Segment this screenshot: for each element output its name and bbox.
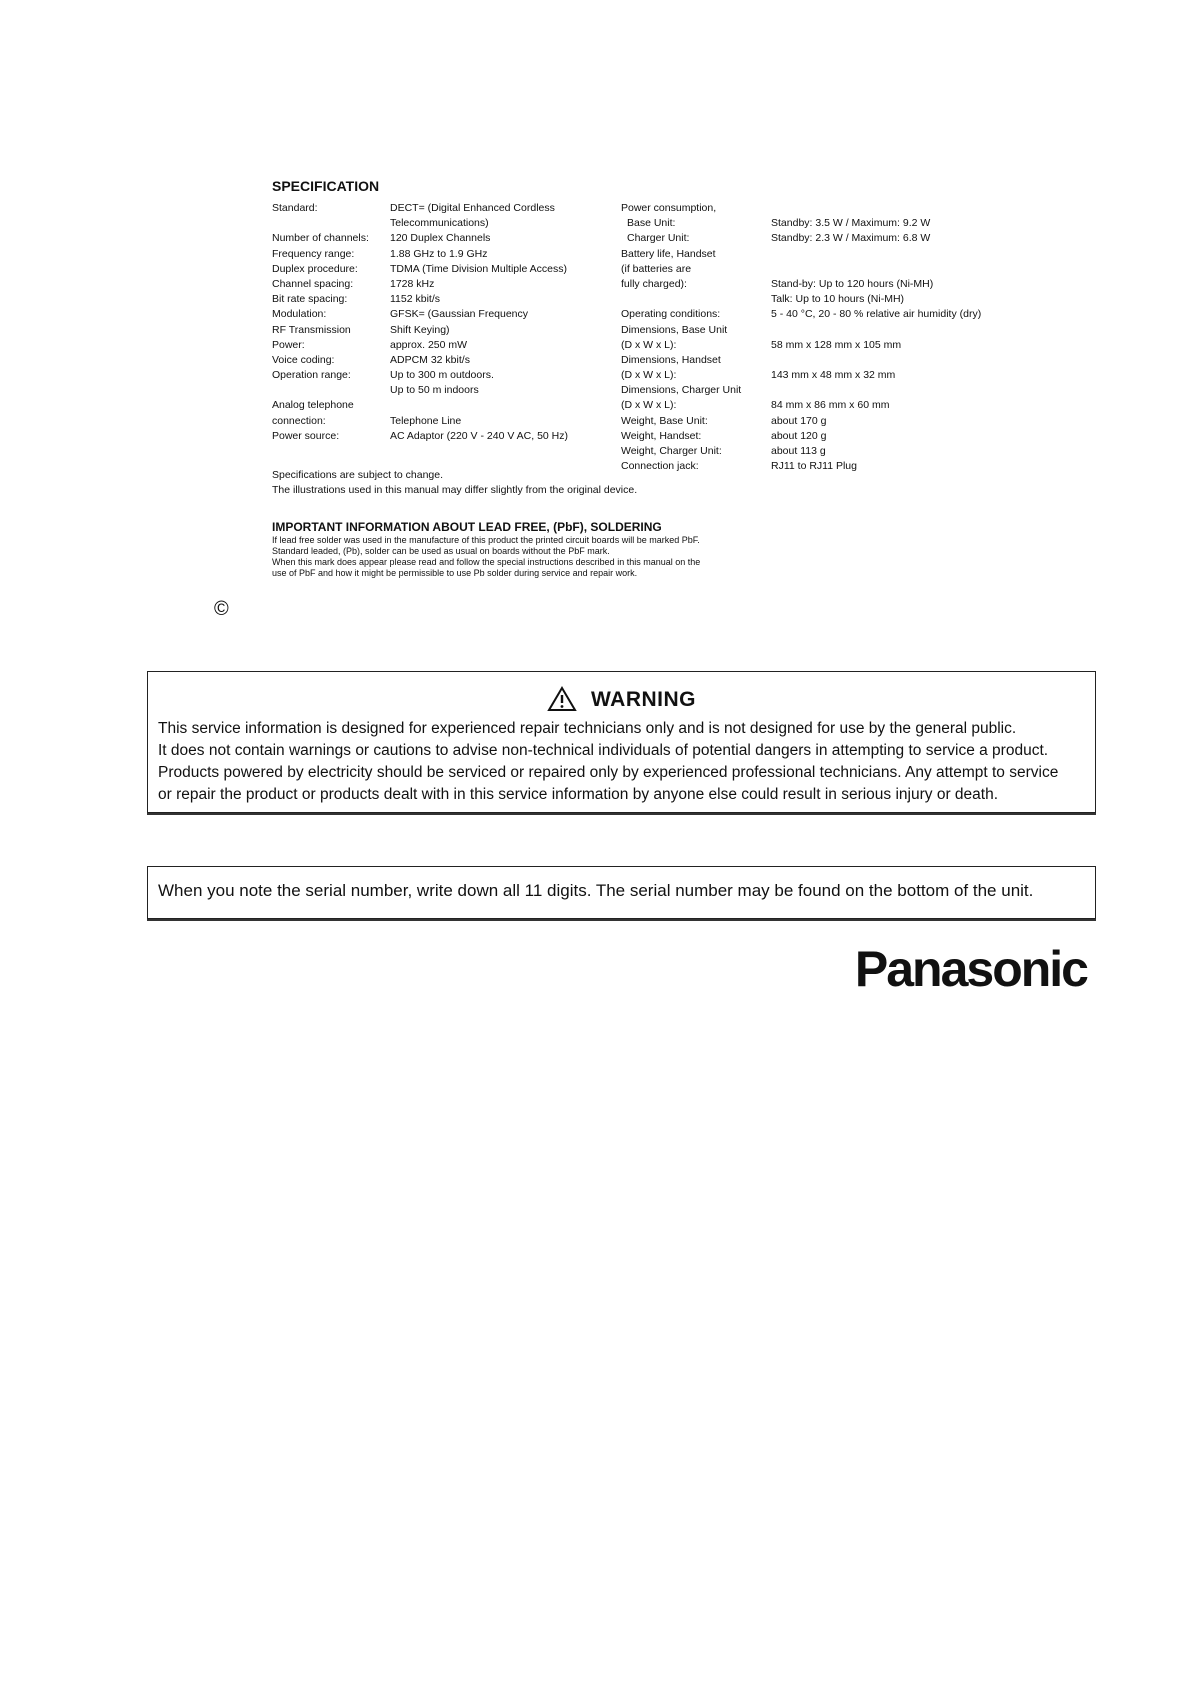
spec-label: Power: [272,338,305,351]
lead-free-line: If lead free solder was used in the manufacture of this product the printed circuit boards will be marked PbF. [272,535,700,545]
spec-value: Shift Keying) [390,323,450,336]
spec-value: about 113 g [771,445,826,457]
spec-label: Dimensions, Handset [621,353,721,366]
spec-label: Operating conditions: [621,308,721,321]
spec-value: about 170 g [771,414,827,427]
spec-value [771,383,981,398]
spec-label: Weight, Charger Unit: [621,445,722,457]
spec-value: Up to 300 m outdoors. [390,369,494,382]
spec-right-values [771,201,981,474]
spec-label: Weight, Handset: [621,429,702,442]
spec-value [771,323,981,338]
spec-label [621,292,741,307]
warning-triangle-icon [547,686,577,712]
spec-value [390,398,568,413]
spec-label: (D x W x L): [621,369,677,382]
spec-value [771,201,981,216]
spec-label: Voice coding: [272,353,335,366]
spec-value: 143 mm x 48 mm x 32 mm [771,369,896,382]
spec-left-labels [272,201,369,444]
spec-value: DECT= (Digital Enhanced Cordless [390,202,555,214]
spec-value: 5 - 40 °C, 20 - 80 % relative air humidity (dry) [771,308,982,321]
spec-label: Power consumption, [621,202,717,214]
serial-number-note: When you note the serial number, write down all 11 digits. The serial number may be found on the bottom of the unit. [158,881,1034,900]
spec-value: Telecommunications) [390,217,489,230]
spec-label: Dimensions, Charger Unit [621,384,742,397]
spec-label: Standard: [272,202,318,214]
spec-notes [272,468,637,498]
warning-line: Products powered by electricity should be serviced or repaired only by experienced professional technicians. Any attempt to service [158,764,1059,781]
spec-label: Weight, Base Unit: [621,414,708,427]
serial-number-box [147,866,1096,919]
spec-label: connection: [272,414,326,427]
spec-note-illustrations: The illustrations used in this manual may differ slightly from the original device. [272,484,638,496]
spec-value: Telephone Line [390,414,462,427]
spec-value: 58 mm x 128 mm x 105 mm [771,338,902,351]
spec-value: Standby: 2.3 W / Maximum: 6.8 W [771,232,931,245]
spec-value: about 120 g [771,429,827,442]
spec-value [771,247,981,262]
spec-value: 1728 kHz [390,277,435,290]
spec-label: Number of channels: [272,232,369,245]
spec-left-values [390,201,568,444]
spec-label: (if batteries are [621,262,692,275]
lead-free-line: When this mark does appear please read and follow the special instructions described in this manual on the [272,557,701,567]
spec-value: TDMA (Time Division Multiple Access) [390,262,567,275]
spec-label: Operation range: [272,369,351,382]
spec-value: ADPCM 32 kbit/s [390,353,470,366]
spec-value: Stand-by: Up to 120 hours (Ni-MH) [771,277,934,290]
spec-label: Base Unit: [627,217,676,230]
spec-value: Talk: Up to 10 hours (Ni-MH) [771,293,905,306]
warning-title: WARNING [591,688,696,711]
spec-value: Up to 50 m indoors [390,384,479,397]
lead-free-body [272,535,852,579]
warning-line: This service information is designed for experienced repair technicians only and is not designed for use by the general public. [158,720,1017,737]
spec-note-change: Specifications are subject to change. [272,469,444,481]
panasonic-logo: Panasonic [854,941,1087,997]
lead-free-title: IMPORTANT INFORMATION ABOUT LEAD FREE, (PbF), SOLDERING [272,520,662,534]
warning-line: It does not contain warnings or cautions to advise non-technical individuals of potential dangers in attempting to service a product. [158,742,1049,759]
spec-value: 84 mm x 86 mm x 60 mm [771,399,890,412]
spec-label: Charger Unit: [627,232,690,245]
spec-right-labels [621,201,741,474]
spec-value [771,262,981,277]
warning-line: or repair the product or products dealt with in this service information by anyone else could result in serious injury or death. [158,786,999,803]
spec-label: Power source: [272,429,340,442]
spec-label: Channel spacing: [272,277,354,290]
spec-value: approx. 250 mW [390,338,468,351]
copyright-symbol: © [214,598,229,620]
spec-value: AC Adaptor (220 V - 240 V AC, 50 Hz) [390,429,569,442]
spec-label: Analog telephone [272,399,354,412]
spec-label [272,383,369,398]
warning-box [147,671,1096,813]
spec-label: (D x W x L): [621,338,677,351]
spec-value: 120 Duplex Channels [390,232,491,245]
spec-label: Dimensions, Base Unit [621,323,728,336]
spec-label: Modulation: [272,308,327,321]
spec-value: 1.88 GHz to 1.9 GHz [390,247,488,260]
spec-value: GFSK= (Gaussian Frequency [390,308,529,321]
spec-value: RJ11 to RJ11 Plug [771,460,857,473]
spec-label: (D x W x L): [621,399,677,412]
specification-title: SPECIFICATION [272,178,380,194]
lead-free-line: use of PbF and how it might be permissible to use Pb solder during service and repair work. [272,568,638,578]
spec-value [771,353,981,368]
spec-label: RF Transmission [272,323,351,336]
spec-label [272,216,369,231]
warning-heading [148,686,1095,712]
spec-label: Frequency range: [272,247,355,260]
warning-text [158,718,1089,806]
spec-label: fully charged): [621,277,687,290]
spec-value: 1152 kbit/s [390,293,441,306]
spec-value: Standby: 3.5 W / Maximum: 9.2 W [771,217,931,230]
spec-label: Duplex procedure: [272,262,358,275]
spec-label: Connection jack: [621,460,699,473]
spec-label: Bit rate spacing: [272,293,348,306]
lead-free-line: Standard leaded, (Pb), solder can be used as usual on boards without the PbF mark. [272,546,610,556]
spec-label: Battery life, Handset [621,247,716,260]
